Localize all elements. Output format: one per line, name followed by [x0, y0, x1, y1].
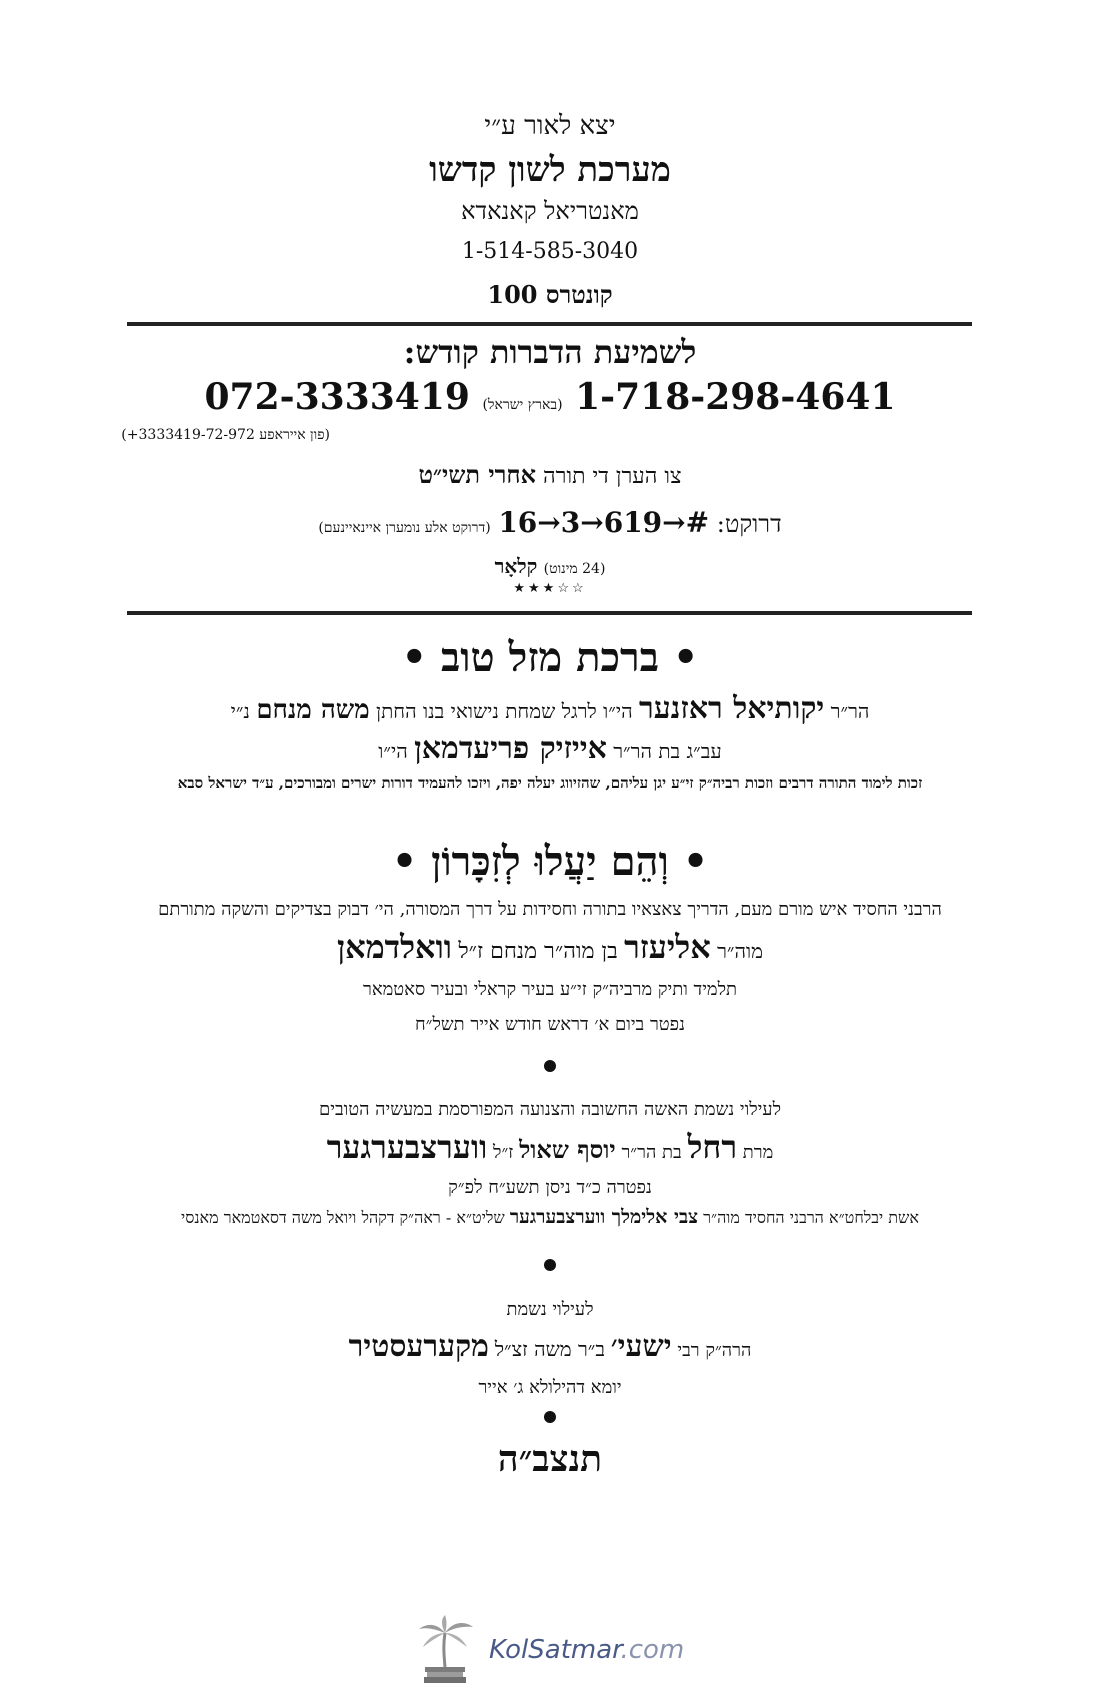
entry2-first-name: רחל	[687, 1128, 738, 1166]
entry3-place: מקערעסטיר	[348, 1329, 489, 1364]
org-phone	[0, 240, 1100, 264]
line1-middle: הי״ו לרגל שמחת נישואי בנו החתן	[375, 699, 633, 723]
closing: תנצב״ה	[497, 1438, 603, 1480]
groom-name: משה מנחם	[256, 695, 370, 725]
entry1-surname: וואלדמאן	[337, 928, 452, 966]
clarity-rating: ★★★☆☆	[513, 581, 587, 596]
line2-prefix: עב״ג בת הר״ר	[613, 739, 722, 763]
dial-note: (דרוקט אלע נומערן איינאיינעם)	[318, 520, 491, 536]
mazel-tov-blessing: זכות לימוד התורה דרבים וזכות רביה״ק זי״ע יגן עליהם, שהזיווג יעלה יפה, ויזכו להעמיד דורות ישרים ומבורכים, ע״ד ישראל סבא	[177, 774, 923, 792]
entry3-name-line	[0, 1330, 1100, 1363]
mazel-tov-line1	[0, 692, 1100, 725]
listen-title: לשמיעת הדברות קודש:	[403, 333, 697, 371]
divider-middle	[127, 611, 972, 615]
entry1-first-name: אליעזר	[624, 928, 711, 966]
clarity-duration: (24 מינוט)	[543, 561, 606, 577]
bride-father-name: אייזיק פריעדמאן	[414, 731, 607, 766]
memorial-title: • וְהֵם יַעֲלוּ לְזִכָּרוֹן •	[391, 838, 709, 885]
shiur-prefix: צו הערן די תורה	[543, 464, 682, 489]
location: מאנטריאל קאנאדא	[461, 197, 639, 225]
published-by: יצא לאור ע״י	[484, 111, 616, 141]
listen-phones	[0, 378, 1100, 418]
entry2-line4-prefix: אשת יבלחט״א הרבני החסיד מוה״ר	[703, 1208, 919, 1227]
separator-dot-3	[544, 1411, 556, 1423]
entry2-line4-suffix: שליט״א - ראה״ק דקהל ויואל משה דסאטמאר מאנסי	[181, 1208, 505, 1227]
entry2-name-line	[0, 1130, 1100, 1165]
line1-prefix: הר״ר	[830, 699, 870, 723]
mazel-tov-line2	[0, 732, 1100, 765]
phone-us: 1-718-298-4641	[575, 376, 896, 418]
israel-note: (בארץ ישראל)	[482, 397, 563, 413]
father-name: יקותיאל ראזנער	[638, 691, 825, 726]
intl-note: (פון אייראפע 3333419-72-972+)	[121, 427, 330, 443]
entry2-father: יוסף שאול	[519, 1135, 616, 1164]
dial-line	[0, 508, 1100, 539]
entry3-line3: יומא דהילולא ג׳ אייר	[478, 1377, 622, 1398]
entry1-line4: נפטר ביום א׳ דראש חודש אייר תשל״ח	[415, 1014, 685, 1035]
palm-tree-books-icon	[415, 1615, 477, 1685]
logo-domain: .com	[620, 1635, 685, 1665]
clarity-label: קלאָר	[494, 554, 538, 578]
entry1-middle: בן מוה״ר מנחם ז״ל	[458, 939, 618, 964]
clarity-line	[0, 555, 1100, 577]
entry3-intro: לעילוי נשמת	[506, 1299, 594, 1320]
dial-sequence: #→619→3→16	[498, 506, 710, 539]
phone-israel: 072-3333419	[204, 376, 470, 418]
entry1-intro: הרבני החסיד איש מורם מעם, הדריך צאצאיו בתורה וחסידות על דרך המסורה, הי׳ דבוק בצדיקים והשקה מתורתם	[158, 899, 942, 920]
line2-suffix: הי״ו	[378, 739, 408, 763]
org-phone-number: 1-514-585-3040	[461, 239, 639, 264]
entry1-name-line	[0, 930, 1100, 965]
logo-text	[489, 1635, 684, 1665]
org-name: מערכת לשון קדשו	[429, 150, 671, 190]
line1-suffix: נ״י	[230, 699, 250, 723]
booklet-number-value: 100	[487, 280, 538, 309]
logo-brand: KolSatmar	[489, 1635, 621, 1665]
booklet-number	[0, 282, 1100, 308]
separator-dot-1	[544, 1060, 556, 1072]
booklet-prefix: קונטרס	[545, 280, 613, 309]
entry2-line4	[0, 1207, 1100, 1228]
kolsatmar-logo	[415, 1615, 695, 1685]
entry1-prefix: מוה״ר	[717, 939, 763, 963]
divider-top	[127, 322, 972, 326]
entry2-surname: ווערצבערגער	[326, 1128, 488, 1166]
entry3-prefix: הרה״ק רבי	[677, 1340, 752, 1361]
mazel-tov-title: • ברכת מזל טוב •	[401, 634, 699, 681]
entry2-intro: לעילוי נשמת האשה החשובה והצנועה המפורסמת במעשיה הטובים	[319, 1099, 781, 1120]
entry2-line3: נפטרה כ״ד ניסן תשע״ח לפ״ק	[448, 1177, 652, 1198]
entry2-prefix: מרת	[742, 1142, 774, 1163]
entry2-husband: צבי אלימלך ווערצבערגער	[509, 1206, 699, 1228]
entry3-middle: ב״ר משה זצ״ל	[494, 1337, 606, 1361]
separator-dot-2	[544, 1259, 556, 1271]
entry2-middle1: בת הר״ר	[621, 1142, 682, 1163]
dial-label: דרוקט:	[716, 510, 782, 538]
entry3-name: ישעי׳	[610, 1329, 672, 1364]
entry1-line3: תלמיד ותיק מרביה״ק זי״ע בעיר קראלי ובעיר סאטמאר	[362, 979, 738, 1000]
shiur-line	[0, 462, 1100, 489]
entry2-middle2: ז״ל	[493, 1142, 514, 1163]
shiur-parsha: אחרי תשי״ט	[418, 460, 537, 489]
